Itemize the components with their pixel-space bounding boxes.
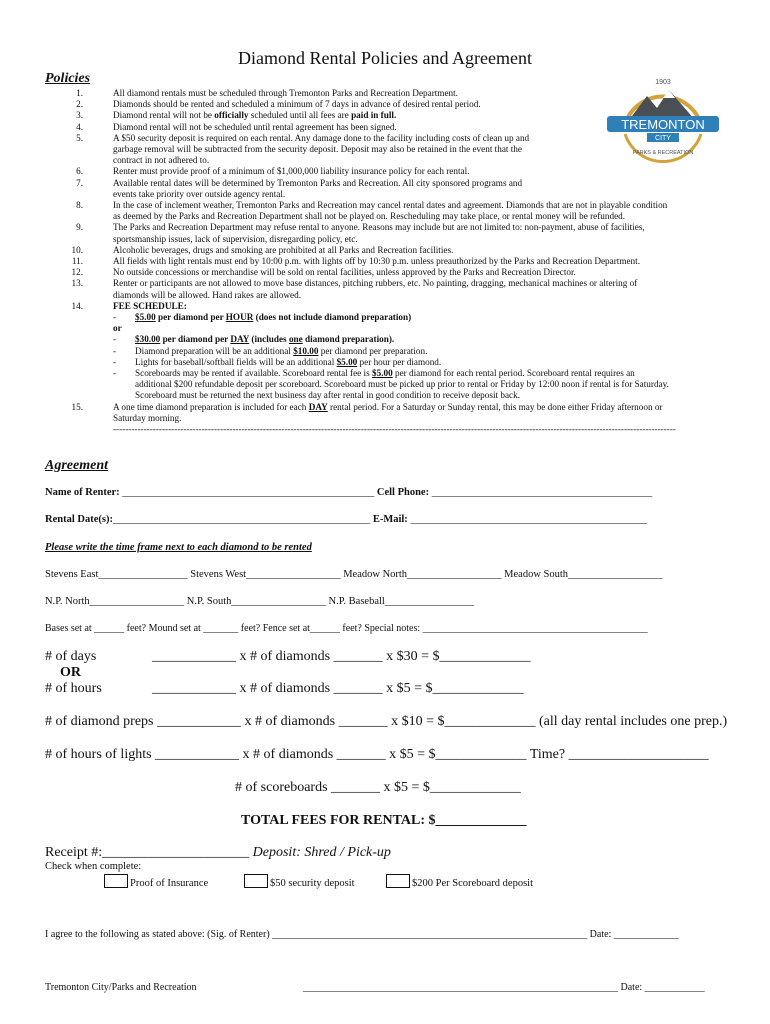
logo-sub: CITY <box>655 135 671 142</box>
logo-city: TREMONTON <box>621 117 705 132</box>
list-item: 8. In the case of inclement weather, Tremonton Parks and Recreation may cancel rental dates and agreement. Diamonds that are not in playable condition as deemed by the Parks and Recreation Department shall not be played on. Rescheduling may take place, or rental money will be refunded. <box>76 200 668 222</box>
days-label: # of days <box>45 649 97 664</box>
renter-name-field[interactable]: ________________________________________________ <box>122 487 375 498</box>
checkbox-scoreboard-deposit[interactable]: $200 Per Scoreboard deposit <box>386 874 533 889</box>
policies-list <box>45 88 735 435</box>
diamond-times-row-1[interactable]: Stevens East_________________ Stevens West__________________ Meadow North__________________ Meadow South__________________ <box>45 569 663 580</box>
checkbox-security-deposit[interactable]: $50 security deposit <box>244 874 355 889</box>
list-item: 9. The Parks and Recreation Department may refuse rental to anyone. Reasons may include but are not limited to: non-payment, abuse of facilities, sportsmanship issues, lack of supervision, disregarding policy, etc. <box>76 222 645 244</box>
agreement-heading: Agreement <box>45 458 108 473</box>
staff-signature-label: Tremonton City/Parks and Recreation <box>45 982 197 993</box>
scoreboard-calc-row[interactable]: # of scoreboards _______ x $5 = $_____________ <box>235 780 521 795</box>
policies-heading: Policies <box>45 71 91 86</box>
list-item: 12. No outside concessions or merchandise will be sold on rental facilities, unless approved by the Parks and Recreation Director. <box>71 267 576 278</box>
list-item: 5. A $50 security deposit is required on each rental. Any damage done to the facility including costs of clean up and garbage removal will be subtracted from the security deposit. Deposit may also be retained in the event that the contract in not adhered to. <box>76 132 530 166</box>
fee-or: or <box>113 323 122 334</box>
list-item: 1. All diamond rentals must be scheduled through Tremonton Parks and Recreation Department. <box>76 88 458 98</box>
hours-label: # of hours <box>45 681 102 696</box>
renter-row: Name of Renter: ________________________________________________ Cell Phone: __________________________________________ <box>45 487 653 498</box>
fee-scoreboard: - Scoreboards may be rented if available. Scoreboard rental fee is $5.00 per diamond for each rental period. Scoreboard rental requires an additional $200 refundable deposit per scoreboard. Scoreboard must be picked up prior to rental or Friday by 12:00 noon if rental is for Saturday. Scoreboard must be returned the next business day after rental in good condition to receive deposit back. <box>113 368 669 401</box>
list-item: 14. FEE SCHEDULE: <box>71 300 187 311</box>
list-item: 3. Diamond rental will not be officially scheduled until all fees are paid in full. <box>76 110 397 121</box>
lights-calc-row[interactable]: # of hours of lights ____________ x # of diamonds _______ x $5 = $_____________ Time? ____________________ <box>45 747 709 762</box>
receipt-row: Receipt #:_____________________ Deposit: Shred / Pick-up <box>45 845 391 860</box>
preps-calc-row[interactable]: # of diamond preps ____________ x # of diamonds _______ x $10 = $_____________ (all day rental includes one prep.) <box>45 714 728 729</box>
receipt-field[interactable]: Receipt #:_____________________ <box>45 845 250 860</box>
check-when-label: Check when complete: <box>45 861 142 872</box>
renter-signature-row[interactable]: I agree to the following as stated above: (Sig. of Renter) _______________________________________________________________ Date: _____________ <box>45 929 679 940</box>
list-item: 13. Renter or participants are not allowed to move base distances, pitching rubbers, etc. No painting, dragging, mechanical machines or altering of diamonds will be allowed. Hand rakes are allowed. <box>71 278 638 300</box>
fee-lights: - Lights for baseball/softball fields will be an additional $5.00 per hour per diamond. <box>113 356 442 367</box>
email-field[interactable]: _____________________________________________ <box>410 514 647 525</box>
timeframe-heading: Please write the time frame next to each diamond to be rented <box>45 542 312 553</box>
days-calc-row[interactable]: ____________ x # of diamonds _______ x $30 = $_____________ <box>152 649 531 664</box>
fee-day: - $30.00 per diamond per DAY (includes one diamond preparation). <box>113 334 395 345</box>
checkbox[interactable] <box>386 874 410 888</box>
dates-row: Rental Date(s):_________________________________________________ E-Mail: _____________________________________________ <box>45 514 647 525</box>
checkbox[interactable] <box>104 874 128 888</box>
fee-hour: - $5.00 per diamond per HOUR (does not include diamond preparation) <box>113 312 412 323</box>
list-item: 10. Alcoholic beverages, drugs and smoking are prohibited at all Parks and Recreation facilities. <box>71 244 454 255</box>
logo-ring: PARKS & RECREATION <box>632 150 694 156</box>
fee-prep: - Diamond preparation will be an additional $10.00 per diamond per preparation. <box>113 345 428 356</box>
staff-signature-row[interactable]: _______________________________________________________________ Date: ____________ <box>303 982 705 993</box>
bases-row[interactable]: Bases set at ______ feet? Mound set at _______ feet? Fence set at______ feet? Special notes: _____________________________________________ <box>45 623 648 634</box>
or-label: OR <box>60 665 81 680</box>
cell-phone-field[interactable]: __________________________________________ <box>431 487 653 498</box>
hours-calc-row[interactable]: ____________ x # of diamonds _______ x $5 = $_____________ <box>152 681 524 696</box>
rental-dates-field[interactable]: _________________________________________________ <box>112 514 371 525</box>
lights-time-field[interactable]: Time? ____________________ <box>529 747 709 762</box>
list-item: 4. Diamond rental will not be scheduled until rental agreement has been signed. <box>76 121 397 132</box>
total-fees[interactable]: TOTAL FEES FOR RENTAL: $_____________ <box>241 813 527 828</box>
separator: ---------------------------------------------------------------------------------------------------------------------------------------------------------------------------------------- <box>113 424 676 435</box>
page-title: Diamond Rental Policies and Agreement <box>238 48 532 68</box>
checkbox[interactable] <box>244 874 268 888</box>
list-item: 6. Renter must provide proof of a minimum of $1,000,000 liability insurance policy for each rental. <box>76 166 470 177</box>
logo-year: 1903 <box>655 79 671 86</box>
list-item: 11. All fields with light rentals must end by 10:00 p.m. with lights off by 10:30 p.m. unless preauthorized by the Parks and Recreation Department. <box>71 256 641 267</box>
list-item: 2. Diamonds should be rented and scheduled a minimum of 7 days in advance of desired rental period. <box>76 99 481 110</box>
list-item: 7. Available rental dates will be determined by Tremonton Parks and Recreation. All city sponsored programs and events take priority over outside agency rental. <box>76 177 523 199</box>
diamond-times-row-2[interactable]: N.P. North__________________ N.P. South__________________ N.P. Baseball_________________ <box>45 596 475 607</box>
list-item: 15. A one time diamond preparation is included for each DAY rental period. For a Saturday or Sunday rental, this may be done either Friday afternoon or Saturday morning. <box>71 401 663 423</box>
checkbox-insurance[interactable]: Proof of Insurance <box>104 874 208 889</box>
